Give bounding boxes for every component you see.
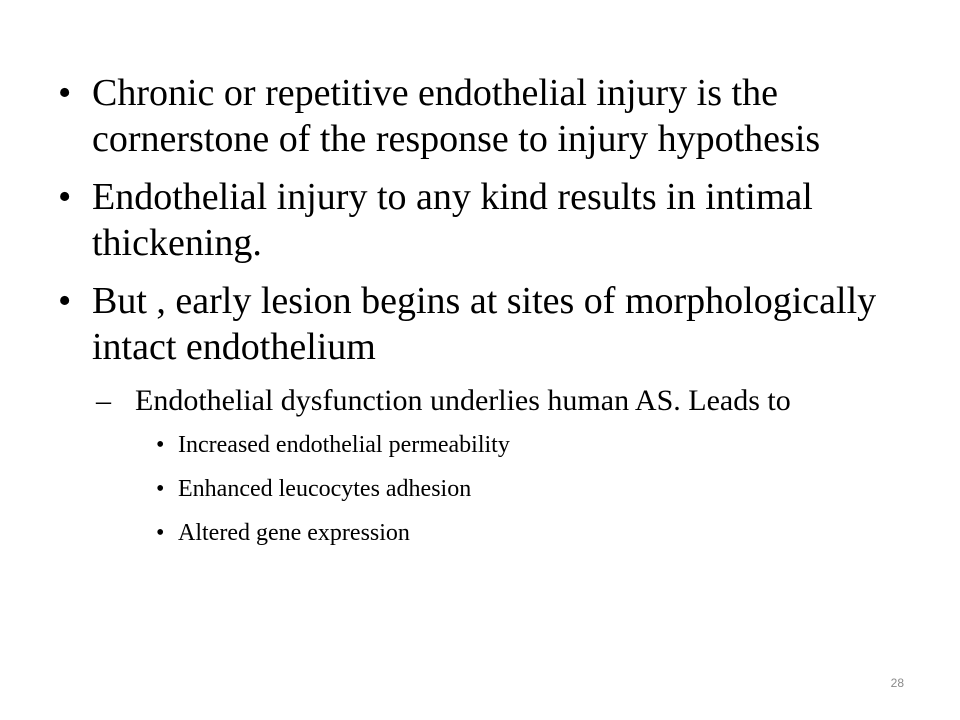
bullet-icon: • <box>156 432 165 458</box>
sub-sub-bullet-text: Altered gene expression <box>178 520 410 546</box>
bullet-item <box>58 278 888 370</box>
bullet-item <box>58 174 888 266</box>
bullet-icon: • <box>58 176 72 218</box>
sub-sub-bullet-text: Increased endothelial permeability <box>178 432 510 458</box>
sub-bullet-text: Endothelial dysfunction underlies human AS. Leads to <box>135 384 791 417</box>
bullet-text: Endothelial injury to any kind results in intimal thickening. <box>92 176 813 264</box>
sub-sub-bullet-item <box>58 518 888 548</box>
bullet-icon: • <box>58 280 72 322</box>
bullet-item <box>58 70 888 162</box>
bullet-text: Chronic or repetitive endothelial injury is the cornerstone of the response to injury hypothesis <box>92 72 821 160</box>
bullet-icon: • <box>156 520 165 546</box>
sub-sub-bullet-item <box>58 430 888 460</box>
bullet-icon: • <box>58 72 72 114</box>
sub-bullet-item <box>58 382 888 420</box>
page-number: 28 <box>890 676 904 690</box>
bullet-text: But , early lesion begins at sites of morphologically intact endothelium <box>92 280 877 368</box>
sub-sub-bullet-text: Enhanced leucocytes adhesion <box>178 476 472 502</box>
sub-sub-bullet-item <box>58 474 888 504</box>
slide-body <box>58 70 888 562</box>
dash-icon: – <box>96 384 111 417</box>
bullet-icon: • <box>156 476 165 502</box>
